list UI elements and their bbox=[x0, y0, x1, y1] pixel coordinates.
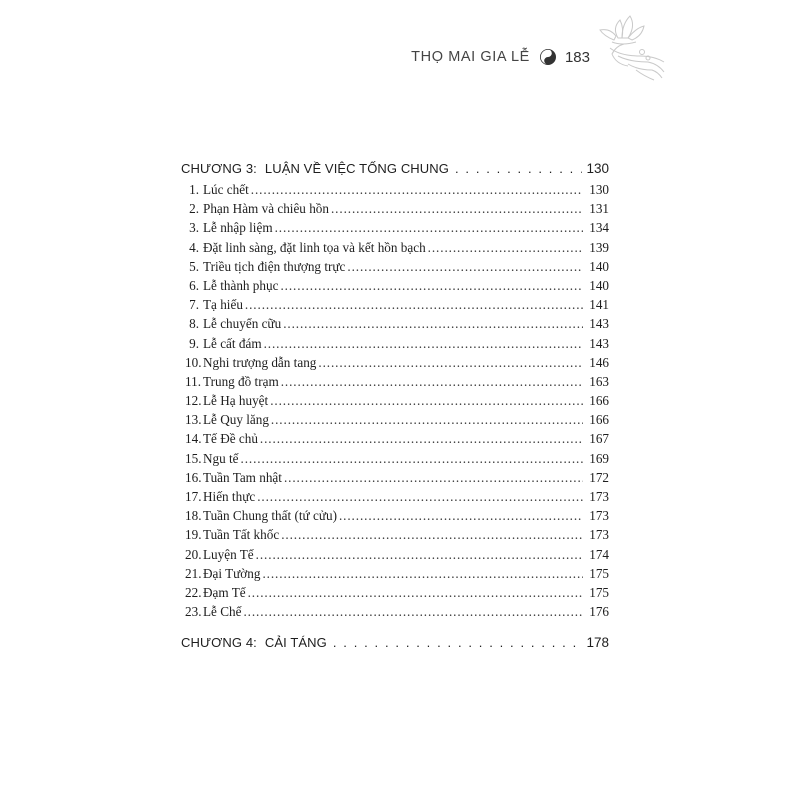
entry-number: 14. bbox=[185, 431, 202, 447]
entry-page: 140 bbox=[589, 277, 609, 293]
entry-number: 13. bbox=[185, 412, 202, 428]
entry-page: 146 bbox=[589, 354, 609, 370]
toc-entry[interactable] bbox=[181, 199, 609, 218]
entry-number: 7. bbox=[189, 297, 199, 313]
dot-leader bbox=[281, 372, 583, 391]
entry-number: 16. bbox=[185, 469, 202, 485]
entry-page: 173 bbox=[589, 527, 609, 543]
toc-entry[interactable] bbox=[181, 314, 609, 333]
entry-title: Tạ hiếu bbox=[203, 297, 243, 313]
yin-yang-icon bbox=[540, 49, 556, 65]
entry-title: Lễ cất đám bbox=[203, 335, 262, 351]
entry-number: 23. bbox=[185, 604, 202, 620]
entry-title: Tuần Tam nhật bbox=[203, 469, 282, 485]
entry-title: Tuần Chung thất (tứ cửu) bbox=[203, 508, 337, 524]
toc-entry[interactable] bbox=[181, 545, 609, 564]
entry-number: 11. bbox=[185, 373, 201, 389]
entry-title: Trung đồ trạm bbox=[203, 373, 279, 389]
dot-leader bbox=[275, 218, 583, 237]
dot-leader bbox=[264, 334, 583, 353]
entry-page: 167 bbox=[589, 431, 609, 447]
toc-chapter-3[interactable] bbox=[181, 158, 609, 180]
entry-page: 166 bbox=[589, 393, 609, 409]
toc-entry[interactable] bbox=[181, 238, 609, 257]
running-title: THỌ MAI GIA LỄ bbox=[411, 49, 530, 65]
entry-title: Lễ thành phục bbox=[203, 277, 279, 293]
toc-entry[interactable] bbox=[181, 602, 609, 621]
entry-page: 143 bbox=[589, 316, 609, 332]
entry-page: 176 bbox=[589, 604, 609, 620]
toc-items bbox=[181, 180, 609, 621]
entry-page: 173 bbox=[589, 508, 609, 524]
entry-number: 1. bbox=[189, 182, 199, 197]
entry-page: 139 bbox=[589, 239, 609, 255]
entry-title: Lễ Hạ huyệt bbox=[203, 393, 269, 409]
lotus-hand-icon bbox=[588, 8, 672, 92]
toc-entry[interactable] bbox=[181, 353, 609, 372]
dot-leader bbox=[251, 180, 583, 199]
dot-leader bbox=[280, 276, 583, 295]
dot-leader bbox=[241, 449, 583, 468]
entry-title: Ngu tế bbox=[203, 450, 239, 466]
entry-page: 175 bbox=[589, 584, 609, 600]
entry-title: Tuần Tất khốc bbox=[203, 527, 280, 543]
dot-leader bbox=[331, 199, 583, 218]
entry-title: Lễ chuyển cữu bbox=[203, 316, 282, 332]
entry-page: 131 bbox=[589, 201, 609, 217]
table-of-contents bbox=[181, 158, 609, 654]
dot-leader bbox=[347, 257, 583, 276]
entry-page: 134 bbox=[589, 220, 609, 236]
chapter-page: 130 bbox=[586, 161, 609, 176]
entry-title: Hiến thực bbox=[203, 489, 256, 504]
entry-title: Triều tịch điện thượng trực bbox=[203, 258, 346, 274]
toc-entry[interactable] bbox=[181, 449, 609, 468]
entry-number: 21. bbox=[185, 565, 202, 581]
dot-leader bbox=[260, 429, 583, 448]
chapter-label: CHƯƠNG 4: bbox=[181, 635, 257, 651]
entry-page: 173 bbox=[589, 489, 609, 504]
entry-title: Luyện Tế bbox=[203, 546, 254, 562]
dot-leader bbox=[245, 295, 583, 314]
toc-entry[interactable] bbox=[181, 295, 609, 314]
toc-entry[interactable] bbox=[181, 372, 609, 391]
entry-number: 2. bbox=[189, 201, 199, 217]
entry-title: Phạn Hàm và chiêu hồn bbox=[203, 201, 329, 217]
dot-leader bbox=[333, 632, 583, 654]
entry-number: 22. bbox=[185, 584, 202, 600]
entry-page: 163 bbox=[589, 373, 609, 389]
dot-leader bbox=[248, 583, 583, 602]
dot-leader bbox=[318, 353, 583, 372]
entry-number: 19. bbox=[185, 527, 202, 543]
toc-entry[interactable] bbox=[181, 410, 609, 429]
toc-entry[interactable] bbox=[181, 218, 609, 237]
entry-title: Tế Đề chủ bbox=[203, 431, 258, 447]
entry-number: 10. bbox=[185, 354, 202, 370]
dot-leader bbox=[284, 468, 583, 487]
dot-leader bbox=[339, 506, 583, 525]
dot-leader bbox=[271, 410, 583, 429]
entry-number: 17. bbox=[185, 489, 202, 504]
dot-leader bbox=[270, 391, 583, 410]
entry-title: Nghi trượng dẫn tang bbox=[203, 354, 317, 370]
dot-leader bbox=[262, 564, 583, 583]
toc-entry[interactable] bbox=[181, 564, 609, 583]
chapter-title: CẢI TÁNG bbox=[264, 635, 327, 651]
entry-page: 169 bbox=[589, 450, 609, 466]
toc-entry[interactable] bbox=[181, 583, 609, 602]
entry-number: 9. bbox=[189, 335, 199, 351]
toc-entry[interactable] bbox=[181, 429, 609, 448]
entry-page: 174 bbox=[589, 546, 609, 562]
entry-title: Đặt linh sàng, đặt linh tọa và kết hồn bạch bbox=[203, 239, 426, 255]
toc-entry[interactable] bbox=[181, 525, 609, 544]
entry-title: Lễ Chế bbox=[203, 604, 242, 620]
entry-title: Lúc chết bbox=[203, 182, 249, 197]
entry-number: 20. bbox=[185, 546, 202, 562]
toc-entry[interactable] bbox=[181, 180, 609, 199]
chapter-title: LUẬN VỀ VIỆC TỐNG CHUNG bbox=[264, 161, 449, 176]
chapter-page: 178 bbox=[586, 635, 609, 651]
dot-leader bbox=[243, 602, 583, 621]
dot-leader bbox=[281, 525, 583, 544]
entry-number: 18. bbox=[185, 508, 202, 524]
dot-leader bbox=[257, 487, 583, 506]
entry-title: Đạm Tế bbox=[203, 584, 246, 600]
entry-title: Lễ nhập liệm bbox=[203, 220, 273, 236]
entry-title: Lễ Quy lăng bbox=[203, 412, 269, 428]
entry-number: 4. bbox=[189, 239, 199, 255]
toc-entry[interactable] bbox=[181, 506, 609, 525]
entry-title: Đại Tường bbox=[203, 565, 261, 581]
chapter-label: CHƯƠNG 3: bbox=[181, 161, 257, 176]
dot-leader bbox=[256, 545, 583, 564]
page-number: 183 bbox=[564, 48, 590, 66]
toc-entry[interactable] bbox=[181, 334, 609, 353]
entry-number: 3. bbox=[189, 220, 199, 236]
toc-entry[interactable] bbox=[181, 276, 609, 295]
entry-page: 172 bbox=[589, 469, 609, 485]
entry-page: 140 bbox=[589, 258, 609, 274]
dot-leader bbox=[455, 158, 582, 180]
entry-number: 6. bbox=[189, 277, 199, 293]
entry-page: 166 bbox=[589, 412, 609, 428]
toc-entry[interactable] bbox=[181, 468, 609, 487]
entry-page: 130 bbox=[589, 182, 609, 197]
entry-page: 143 bbox=[589, 335, 609, 351]
running-header bbox=[380, 44, 590, 70]
entry-number: 8. bbox=[189, 316, 199, 332]
entry-page: 141 bbox=[589, 297, 609, 313]
entry-number: 5. bbox=[189, 258, 199, 274]
entry-page: 175 bbox=[589, 565, 609, 581]
entry-number: 12. bbox=[185, 393, 202, 409]
entry-number: 15. bbox=[185, 450, 202, 466]
toc-entry[interactable] bbox=[181, 391, 609, 410]
toc-entry[interactable] bbox=[181, 257, 609, 276]
dot-leader bbox=[283, 314, 583, 333]
toc-entry[interactable] bbox=[181, 487, 609, 506]
toc-chapter-4[interactable] bbox=[181, 632, 609, 654]
dot-leader bbox=[428, 238, 583, 257]
